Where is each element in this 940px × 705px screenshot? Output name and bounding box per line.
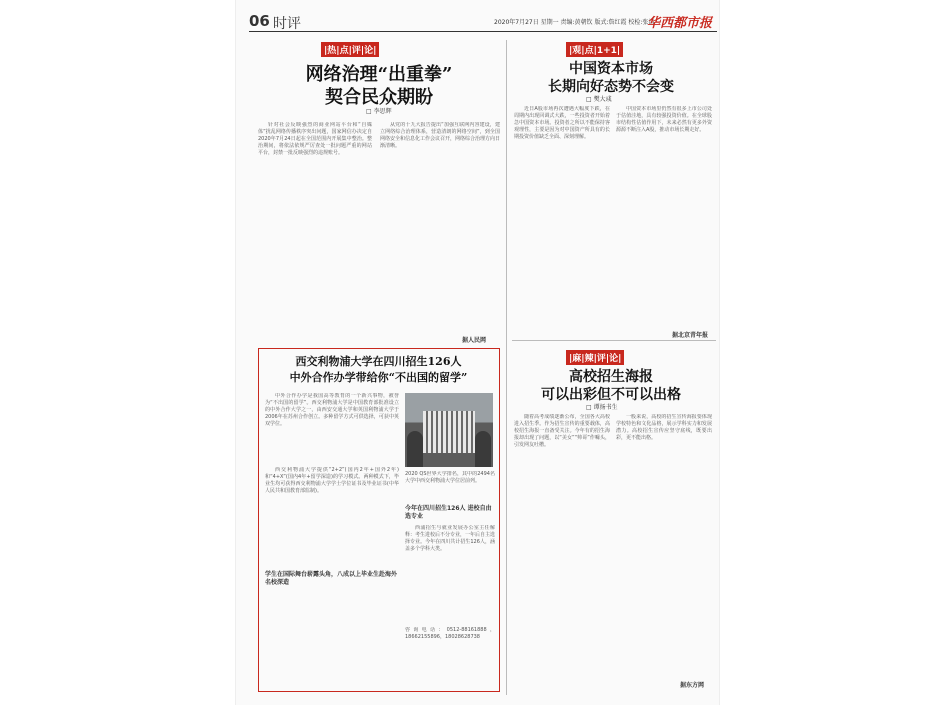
right-top-source: 据北京青年报 [672, 332, 709, 339]
right-bottom-source: 据东方网 [680, 682, 705, 689]
newspaper-logo: 华西都市报 [647, 16, 713, 31]
left-top-byline: □ 李思辉 [366, 108, 392, 115]
boxed-contact: 咨询电话：0512-88161888，18662155896，18028628738 [405, 627, 495, 640]
boxed-title-2: 中外合作办学带给你“不出国的留学” [289, 371, 468, 384]
right-bottom-title-1: 高校招生海报 [569, 369, 653, 385]
boxed-title-1: 西交利物浦大学在四川招生126人 [295, 355, 462, 368]
left-top-body-col2: 从党的十九大报告提出“加强互联网内容建设，建立网络综合治理体系，营造清朗的网络空间”，到全国网络安全和信息化工作会议召开，网络综合治理方向日渐清晰。 [380, 122, 500, 149]
section-name: 时评 [273, 16, 301, 32]
right-bottom-body-col2: 一般来说，高校的招生宣传海报要体现学校特色和文化品格，展示学科实力和发展潜力。高校招生宣传应坚守底线，既要出彩，更不能出格。 [616, 414, 712, 441]
right-top-title-1: 中国资本市场 [569, 61, 653, 77]
boxed-body-3: 西浦招生与就业发展办公室主任解释：考生进校后不分专业，一年后自主选择专业。今年在四川共计招生126人，涵盖多个学科大类。 [405, 525, 495, 552]
column-divider [506, 40, 507, 695]
photo-caption: 2020 QS世界大学排名，其中的2494名大学中西交利物浦大学位居前列。 [405, 471, 495, 484]
campus-photo [405, 393, 493, 467]
tree-right [475, 431, 491, 467]
right-bottom-byline: □ 谭扬书生 [586, 404, 618, 411]
left-top-source: 据人民网 [462, 337, 487, 344]
opinion-tag: |观|点|1+1| [566, 42, 623, 57]
issue-meta: 2020年7月27日 星期一 责编:黄朝钦 版式:詹红霞 校检:张浩 [494, 19, 655, 26]
newspaper-page [235, 0, 720, 705]
campus-building [423, 411, 475, 453]
right-bottom-title-2: 可以出彩但不可以出格 [541, 387, 681, 403]
right-top-body-col2: 中国资本市场里仍然有很多上市公司处于估值洼地，具有较强投资价值。在全球股市结构性估值作用下，未来必然有更多外资源源不断注入A股，推动市场长期走好。 [616, 106, 712, 133]
right-top-body-col1: 近日A股市场再次遭遇大幅度下跌，在周期内出现回调式大跌，一些投资者开始着急中国资本市场。投资者之所以不能保持客观理性，主要是因为对中国资产所具有的长期投资价值缺乏全面、深刻理解。 [514, 106, 610, 140]
boxed-body-2: 西交利物浦大学提供“2+2”(国内2年+国外2年)和“4+X”(国内4年+留学深造)的学习模式。两种模式下，毕业生均可获得西交利物浦大学学士学位证书及毕业证书(中华人民共和国教育部监制)。 [265, 467, 399, 494]
left-top-title-2: 契合民众期盼 [325, 87, 433, 108]
row-divider [512, 340, 716, 341]
boxed-subhead-2: 学生在国际舞台崭露头角，八成以上毕业生赴海外名校深造 [265, 571, 398, 586]
boxed-subhead-1: 今年在四川招生126人 进校自由选专业 [405, 505, 492, 520]
right-top-title-2: 长期向好态势不会变 [548, 79, 674, 95]
page-header [249, 10, 717, 32]
tree-left [407, 431, 423, 467]
left-top-body-col1: 针对社会反映强烈的商业网站平台和“自媒体”扰乱网络传播秩序突出问题，国家网信办决定自2020年7月24日起在全国范围内开展集中整治。整治期间，将依法依规严厉查处一批问题严重的网站平台，封禁一批反映强烈的违规账号。 [258, 122, 372, 156]
hot-topic-tag: |热|点|评|论| [321, 42, 379, 57]
right-bottom-body-col1: 随着高考成绩逐渐公布，全国各大高校进入招生季。作为招生宣传的重要载体，高校招生海报一直备受关注。今年有的招生海报却出现了问题，以“美女”“帅哥”作噱头，引发网友吐槽。 [514, 414, 610, 448]
boxed-body-1: 中外合作办学是我国高等教育的一个新兴事物，被誉为“不出国的留学”。西交利物浦大学是中国教育部批准设立的中外合作大学之一，由西安交通大学和英国利物浦大学于2006年在苏州合作创立。多种留学方式可供选择，可获中英双学位。 [265, 393, 399, 427]
spicy-comment-tag: |麻|辣|评|论| [566, 350, 624, 365]
left-top-title-1: 网络治理“出重拳” [305, 64, 453, 85]
boxed-article [258, 348, 500, 692]
page-number: 06 [249, 12, 270, 30]
right-top-byline: □ 樊大彧 [586, 96, 612, 103]
